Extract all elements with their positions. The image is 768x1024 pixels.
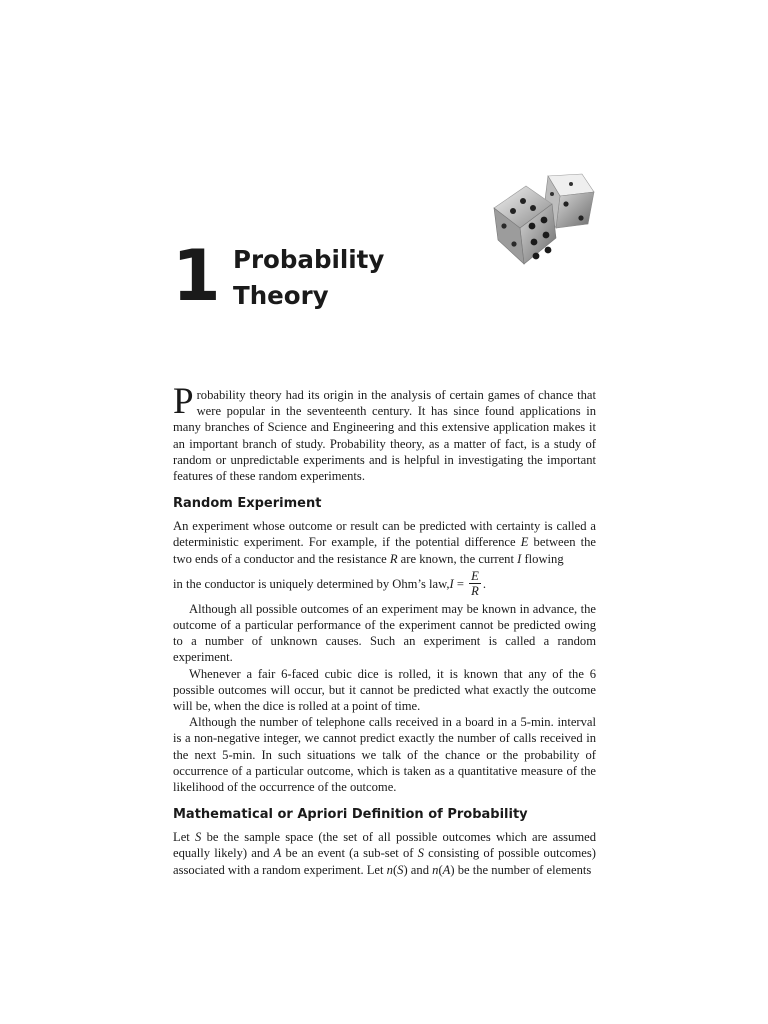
var-e: E [520,535,529,550]
fraction-e-over-r [469,569,481,598]
paragraph-dice: Whenever a fair 6-faced cubic dice is rolled, it is known that any of the 6 possible outcomes will occur, but it cannot be predicted what exactly the outcome will be, when the dice is rolled at a point of time. [173,666,596,714]
text-span: between the two ends of a conductor and the resistance [173,535,597,566]
section-heading-apriori-definition: Mathematical or Apriori Definition of Probability [173,807,528,823]
paragraph-telephone: Although the number of telephone calls received in a board in a 5-min. interval is a non-negative integer, we cannot predict exactly the number of calls received in the next 5-min. In such situations we talk of the chance or the probability of occurrence of a particular outcome, which is taken as a quantitative measure of the likelihood of the occurrence of the outcome. [173,715,596,795]
drop-cap: P [173,381,194,422]
chapter-number: 1 [172,235,219,317]
text-span: are known, the current [397,551,518,566]
text-span: in the conductor is uniquely determined by Ohm’s law, [173,576,450,591]
text-span: ( [392,862,398,877]
fraction-numerator: E [471,569,479,584]
var-s: S [397,862,404,877]
section-heading-random-experiment: Random Experiment [173,496,322,512]
text-span: consisting of possible outcomes) associated with a random experiment. Let [173,846,596,877]
var-s: S [417,846,424,861]
ohms-law-line [173,567,596,601]
text-span: flowing [521,551,564,566]
paragraph-random-experiment: Although all possible outcomes of an experiment may be known in advance, the outcome of a particular performance of the experiment cannot be predicted owing to a number of unknown causes. Such an experiment is called a random experiment. [173,601,596,665]
var-r: R [389,551,398,566]
intro-paragraph [173,381,596,484]
period: . [482,576,487,591]
var-i: I [449,576,454,591]
var-n: n [386,862,393,877]
var-n: n [432,862,439,877]
text-span: Let [173,830,196,845]
text-span: An experiment whose outcome or result can be predicted with certainty is called a deterministic experiment. For example, if the potential difference [173,519,596,550]
var-i: I [517,551,522,566]
equals-sign: = [453,576,468,591]
intro-text: robability theory had its origin in the analysis of certain games of chance that were popular in the seventeenth century. It has since found applications in many branches of Science and Engineering and this extensive application makes it an important branch of study. Probability theory, as a matter of fact, is a study of random or unpredictable experiments and is helpful in investigating the important features of these random experiments. [173,388,596,484]
text-span: be an event (a sub-set of [281,846,418,861]
var-a: A [273,846,282,861]
chapter-title [233,242,384,314]
text-span: ( [438,862,443,877]
fraction-denominator: R [471,584,479,599]
paragraph-deterministic [173,518,596,567]
paragraph-sample-space [173,829,596,878]
chapter-title-line1: Probability [233,245,385,274]
chapter-title-line2: Theory [233,281,329,310]
dice-illustration [486,168,602,268]
var-a: A [442,862,451,877]
var-s: S [195,830,202,845]
page-body [173,381,597,878]
text-span: ) and [403,862,433,877]
text-span: be the sample space (the set of all possible outcomes which are assumed equally likely) and [173,830,597,861]
text-span: ) be the number of elements [450,862,592,877]
